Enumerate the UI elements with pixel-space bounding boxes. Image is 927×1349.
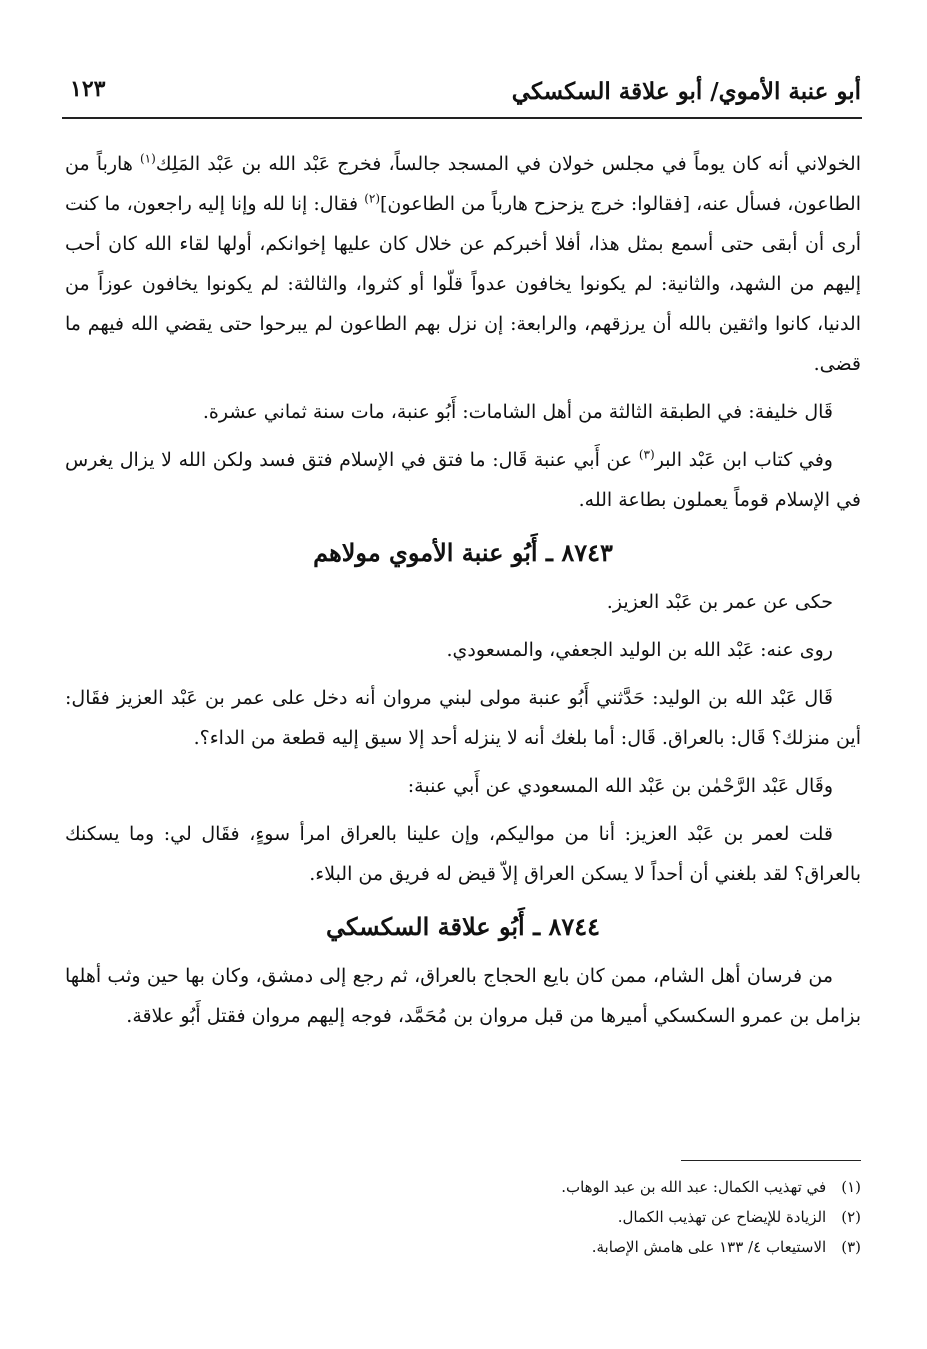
footnote-divider: [681, 1160, 861, 1161]
paragraph-text: عن أَبي عنبة قَال: ما فتق في الإسلام فتق فسد ولكن الله لا يزال يغرس في الإسلام قوماً يعملون بطاعة الله.: [65, 449, 861, 511]
paragraph-text: هارباً من الطاعون، فسأل عنه، [فقالوا: خرج يزحزح هارباً من الطاعون]: [65, 153, 861, 215]
paragraph-narrators: روى عنه: عَبْد الله بن الوليد الجعفي، والمسعودي.: [446, 639, 833, 661]
footnote-number: (٣): [841, 1238, 861, 1256]
paragraph-abdullah-report: قَال عَبْد الله بن الوليد: حَدَّثني أَبُو عنبة مولى لبني مروان أنه دخل على عمر بن عَبْد العزيز فقَال: أين منزلك؟ قَال: بالعراق. قَال: أما بلغك أنه لا ينزله أحد إلا سيق إليه قطعة من الداء؟.: [65, 687, 861, 749]
footnote-number: (١): [841, 1178, 861, 1196]
paragraph-ibn-abd-al-barr: [65, 440, 861, 520]
paragraph-text: فقال: إنا لله وإنا إليه راجعون، ما كنت أرى أن أبقى حتى أسمع بمثل هذا، أفلا أخبركم عن خلال كان عليها إخوانكم، أولها لقاء الله كان أحب إليهم من الشهد، والثانية: لم يكونوا يخافون عدواً قلّوا أو كثروا، والثالثة: لم يكونوا يخافون عوزاً من الدنيا، كانوا واثقين بالله أن يرزقهم، والرابعة: إن نزل بهم الطاعون لم يبرحوا حتى يقضي الله فيهم ما قضى.: [65, 193, 861, 375]
page-number: ١٢٣: [70, 76, 106, 102]
footnote-2: [65, 1202, 861, 1232]
paragraph-text: وفي كتاب ابن عَبْد البر: [654, 449, 833, 471]
paragraph-continuation: [65, 144, 861, 384]
running-title: أبو عنبة الأموي/ أبو علاقة السكسكي: [511, 78, 861, 105]
main-text: [65, 144, 861, 1036]
footnote-1: [65, 1172, 861, 1202]
footnotes: [65, 1172, 861, 1262]
footnote-3: [65, 1232, 861, 1262]
footnote-text: في تهذيب الكمال: عبد الله بن عبد الوهاب.: [561, 1178, 827, 1196]
paragraph-masudi-intro: وقَال عَبْد الرَّحْمٰن بن عَبْد الله المسعودي عن أَبي عنبة:: [407, 775, 833, 797]
footnote-text: الزيادة للإيضاح عن تهذيب الكمال.: [617, 1208, 827, 1226]
entry-heading-8744: ٨٧٤٤ ـ أَبُو علاقة السكسكي: [325, 912, 601, 941]
paragraph-abu-alaqa: من فرسان أهل الشام، ممن كان بايع الحجاج بالعراق، ثم رجع إلى دمشق، وكان بها حين وثب أهلها بزامل بن عمرو السكسكي أميرها من قبل مروان بن مُحَمَّد، فوجه إليهم مروان فقتل أَبُو علاقة.: [65, 965, 861, 1027]
header-divider: [62, 117, 862, 119]
entry-heading-8743: ٨٧٤٣ ـ أَبُو عنبة الأموي مولاهم: [313, 538, 613, 567]
footnote-text: الاستيعاب ٤/ ١٣٣ على هامش الإصابة.: [591, 1238, 827, 1256]
footnote-ref-2: (٢): [364, 191, 381, 206]
paragraph-narrated-from: حكى عن عمر بن عَبْد العزيز.: [606, 591, 833, 613]
footnote-ref-1: (١): [139, 151, 156, 166]
paragraph-text: الخولاني أنه كان يوماً في مجلس خولان في المسجد جالساً، فخرج عَبْد الله بن عَبْد المَلِك: [155, 153, 861, 175]
paragraph-masudi-report: قلت لعمر بن عَبْد العزيز: أنا من مواليكم، وإن علينا بالعراق امرأ سوءٍ، فقَال لي: وما يسكنك بالعراق؟ لقد بلغني أن أحداً لا يسكن العراق إلاّ قيض له فريق من البلاء.: [65, 823, 861, 885]
footnote-ref-3: (٣): [638, 447, 655, 462]
footnote-number: (٢): [841, 1208, 861, 1226]
paragraph-khalifa: قَال خليفة: في الطبقة الثالثة من أهل الشامات: أَبُو عنبة، مات سنة ثماني عشرة.: [202, 401, 833, 423]
